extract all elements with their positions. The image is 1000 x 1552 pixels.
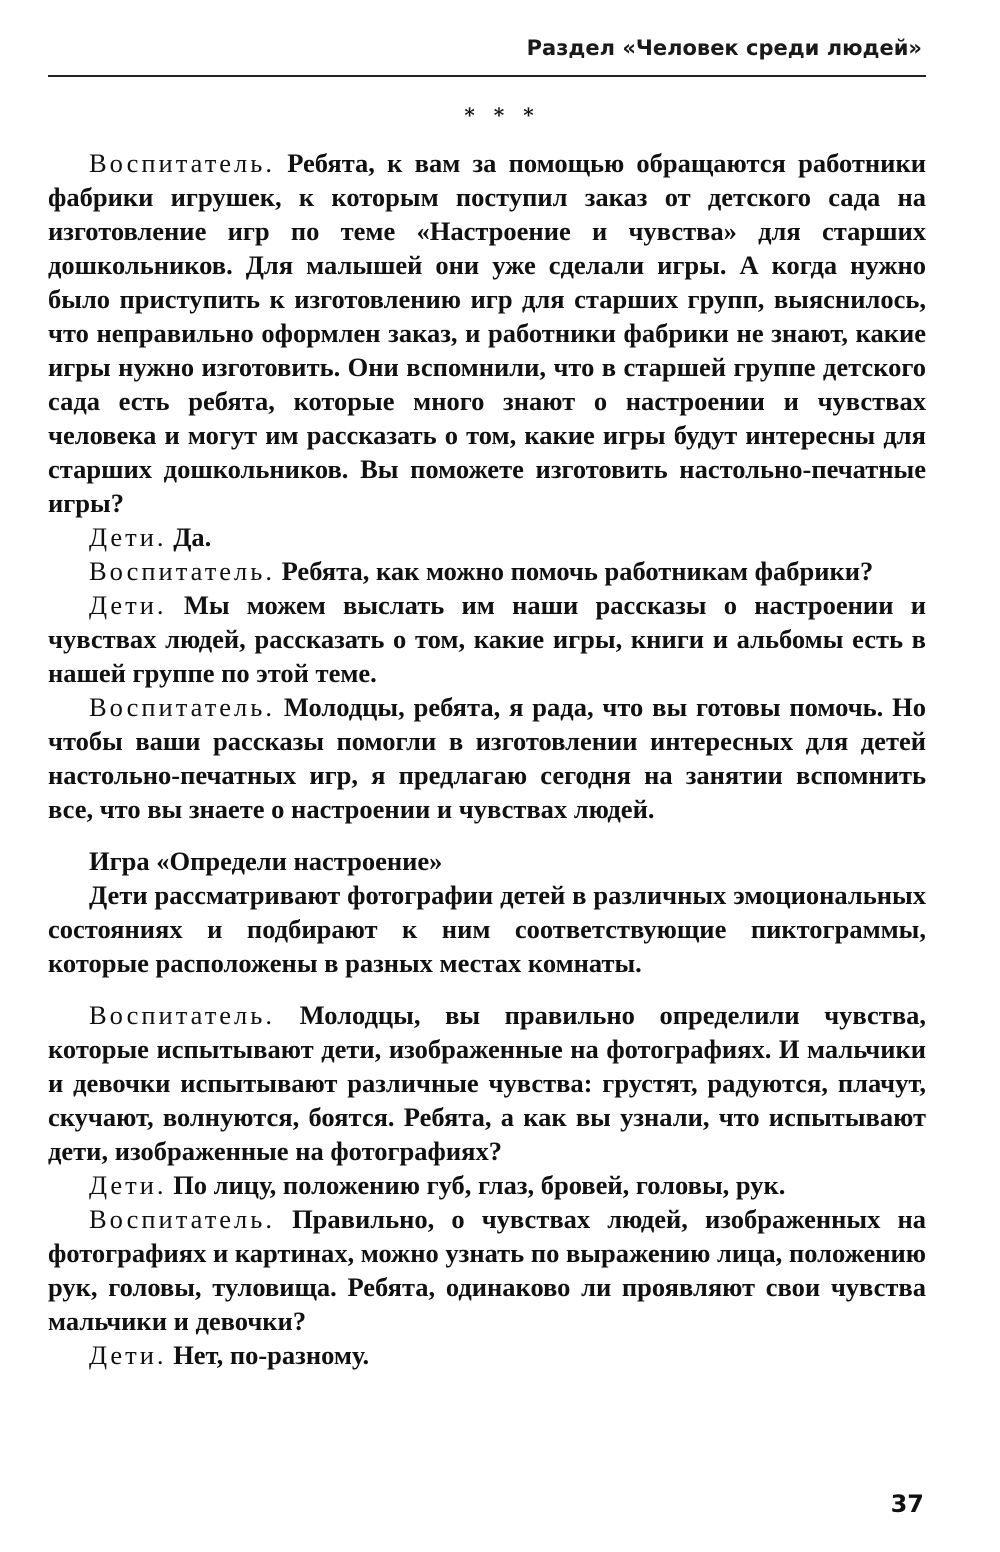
page-number: 37	[890, 1490, 924, 1518]
dialogue-paragraph	[48, 520, 926, 554]
paragraph-text: По лицу, положению губ, глаз, бровей, головы, рук.	[166, 1170, 786, 1200]
speaker-label: Дети.	[89, 1170, 167, 1200]
paragraph-text: Мы можем выслать им наши рассказы о настроении и чувствах людей, рассказать о том, какие игры, книги и альбомы есть в нашей группе по этой теме.	[48, 590, 926, 688]
game-heading: Игра «Определи настроение»	[89, 846, 443, 876]
dialogue-paragraph	[48, 998, 926, 1168]
paragraph-text: Правильно, о чувствах людей, изображенных на фотографиях и картинах, можно узнать по выражению лица, положению рук, головы, туловища. Ребята, одинаково ли проявляют свои чувства мальчики и девочки?	[48, 1204, 926, 1336]
body-text	[48, 146, 926, 1372]
paragraph-text: Молодцы, ребята, я рада, что вы готовы помочь. Но чтобы ваши рассказы помогли в изготовлении интересных для детей настольно-печатных игр, я предлагаю сегодня на занятии вспомнить все, что вы знаете о настроении и чувствах людей.	[48, 692, 926, 824]
paragraph-text: Нет, по-разному.	[166, 1340, 370, 1370]
paragraph-text: Ребята, как можно помочь работникам фабрики?	[274, 556, 874, 586]
paragraph-text: Молодцы, вы правильно определили чувства, которые испытывают дети, изображенные на фотографиях. И мальчики и девочки испытывают различные чувства: грустят, радуются, плачут, скучают, волнуются, боятся. Ребята, а как вы узнали, что испытывают дети, изображенные на фотографиях?	[48, 1000, 926, 1166]
speaker-label: Дети.	[89, 522, 167, 552]
dialogue-paragraph	[48, 1168, 926, 1202]
dialogue-paragraph	[48, 146, 926, 520]
paragraph-text: Ребята, к вам за помощью обращаются работники фабрики игрушек, к которым поступил заказ от детского сада на изготовление игр по теме «Настроение и чувства» для старших дошкольников. Для малышей они уже сделали игры. А когда нужно было приступить к изготовлению игр для старших групп, выяснилось, что неправильно оформлен заказ, и работники фабрики не знают, какие игры нужно изготовить. Они вспомнили, что в старшей группе детского сада есть ребята, которые много знают о настроении и чувствах человека и могут им рассказать о том, какие игры будут интересны для старших дошкольников. Вы поможете изготовить настольно-печатные игры?	[48, 148, 926, 518]
book-page	[48, 0, 926, 1552]
section-separator: * * *	[464, 103, 540, 127]
paragraph-text: Да.	[166, 522, 212, 552]
dialogue-paragraph	[48, 1202, 926, 1338]
speaker-label: Дети.	[89, 590, 167, 620]
game-description: Дети рассматривают фотографии детей в различных эмоциональных состояниях и подбирают к ним соответствующие пиктограммы, которые расположены в разных местах комнаты.	[48, 880, 926, 978]
speaker-label: Воспитатель.	[89, 1000, 275, 1030]
speaker-label: Воспитатель.	[89, 692, 275, 722]
speaker-label: Дети.	[89, 1340, 167, 1370]
speaker-label: Воспитатель.	[89, 148, 275, 178]
dialogue-paragraph	[48, 1338, 926, 1372]
speaker-label: Воспитатель.	[89, 556, 275, 586]
dialogue-paragraph	[48, 588, 926, 690]
running-header: Раздел «Человек среди людей»	[526, 36, 922, 60]
speaker-label: Воспитатель.	[89, 1204, 275, 1234]
header-rule	[48, 75, 926, 77]
dialogue-paragraph	[48, 554, 926, 588]
dialogue-paragraph	[48, 690, 926, 826]
